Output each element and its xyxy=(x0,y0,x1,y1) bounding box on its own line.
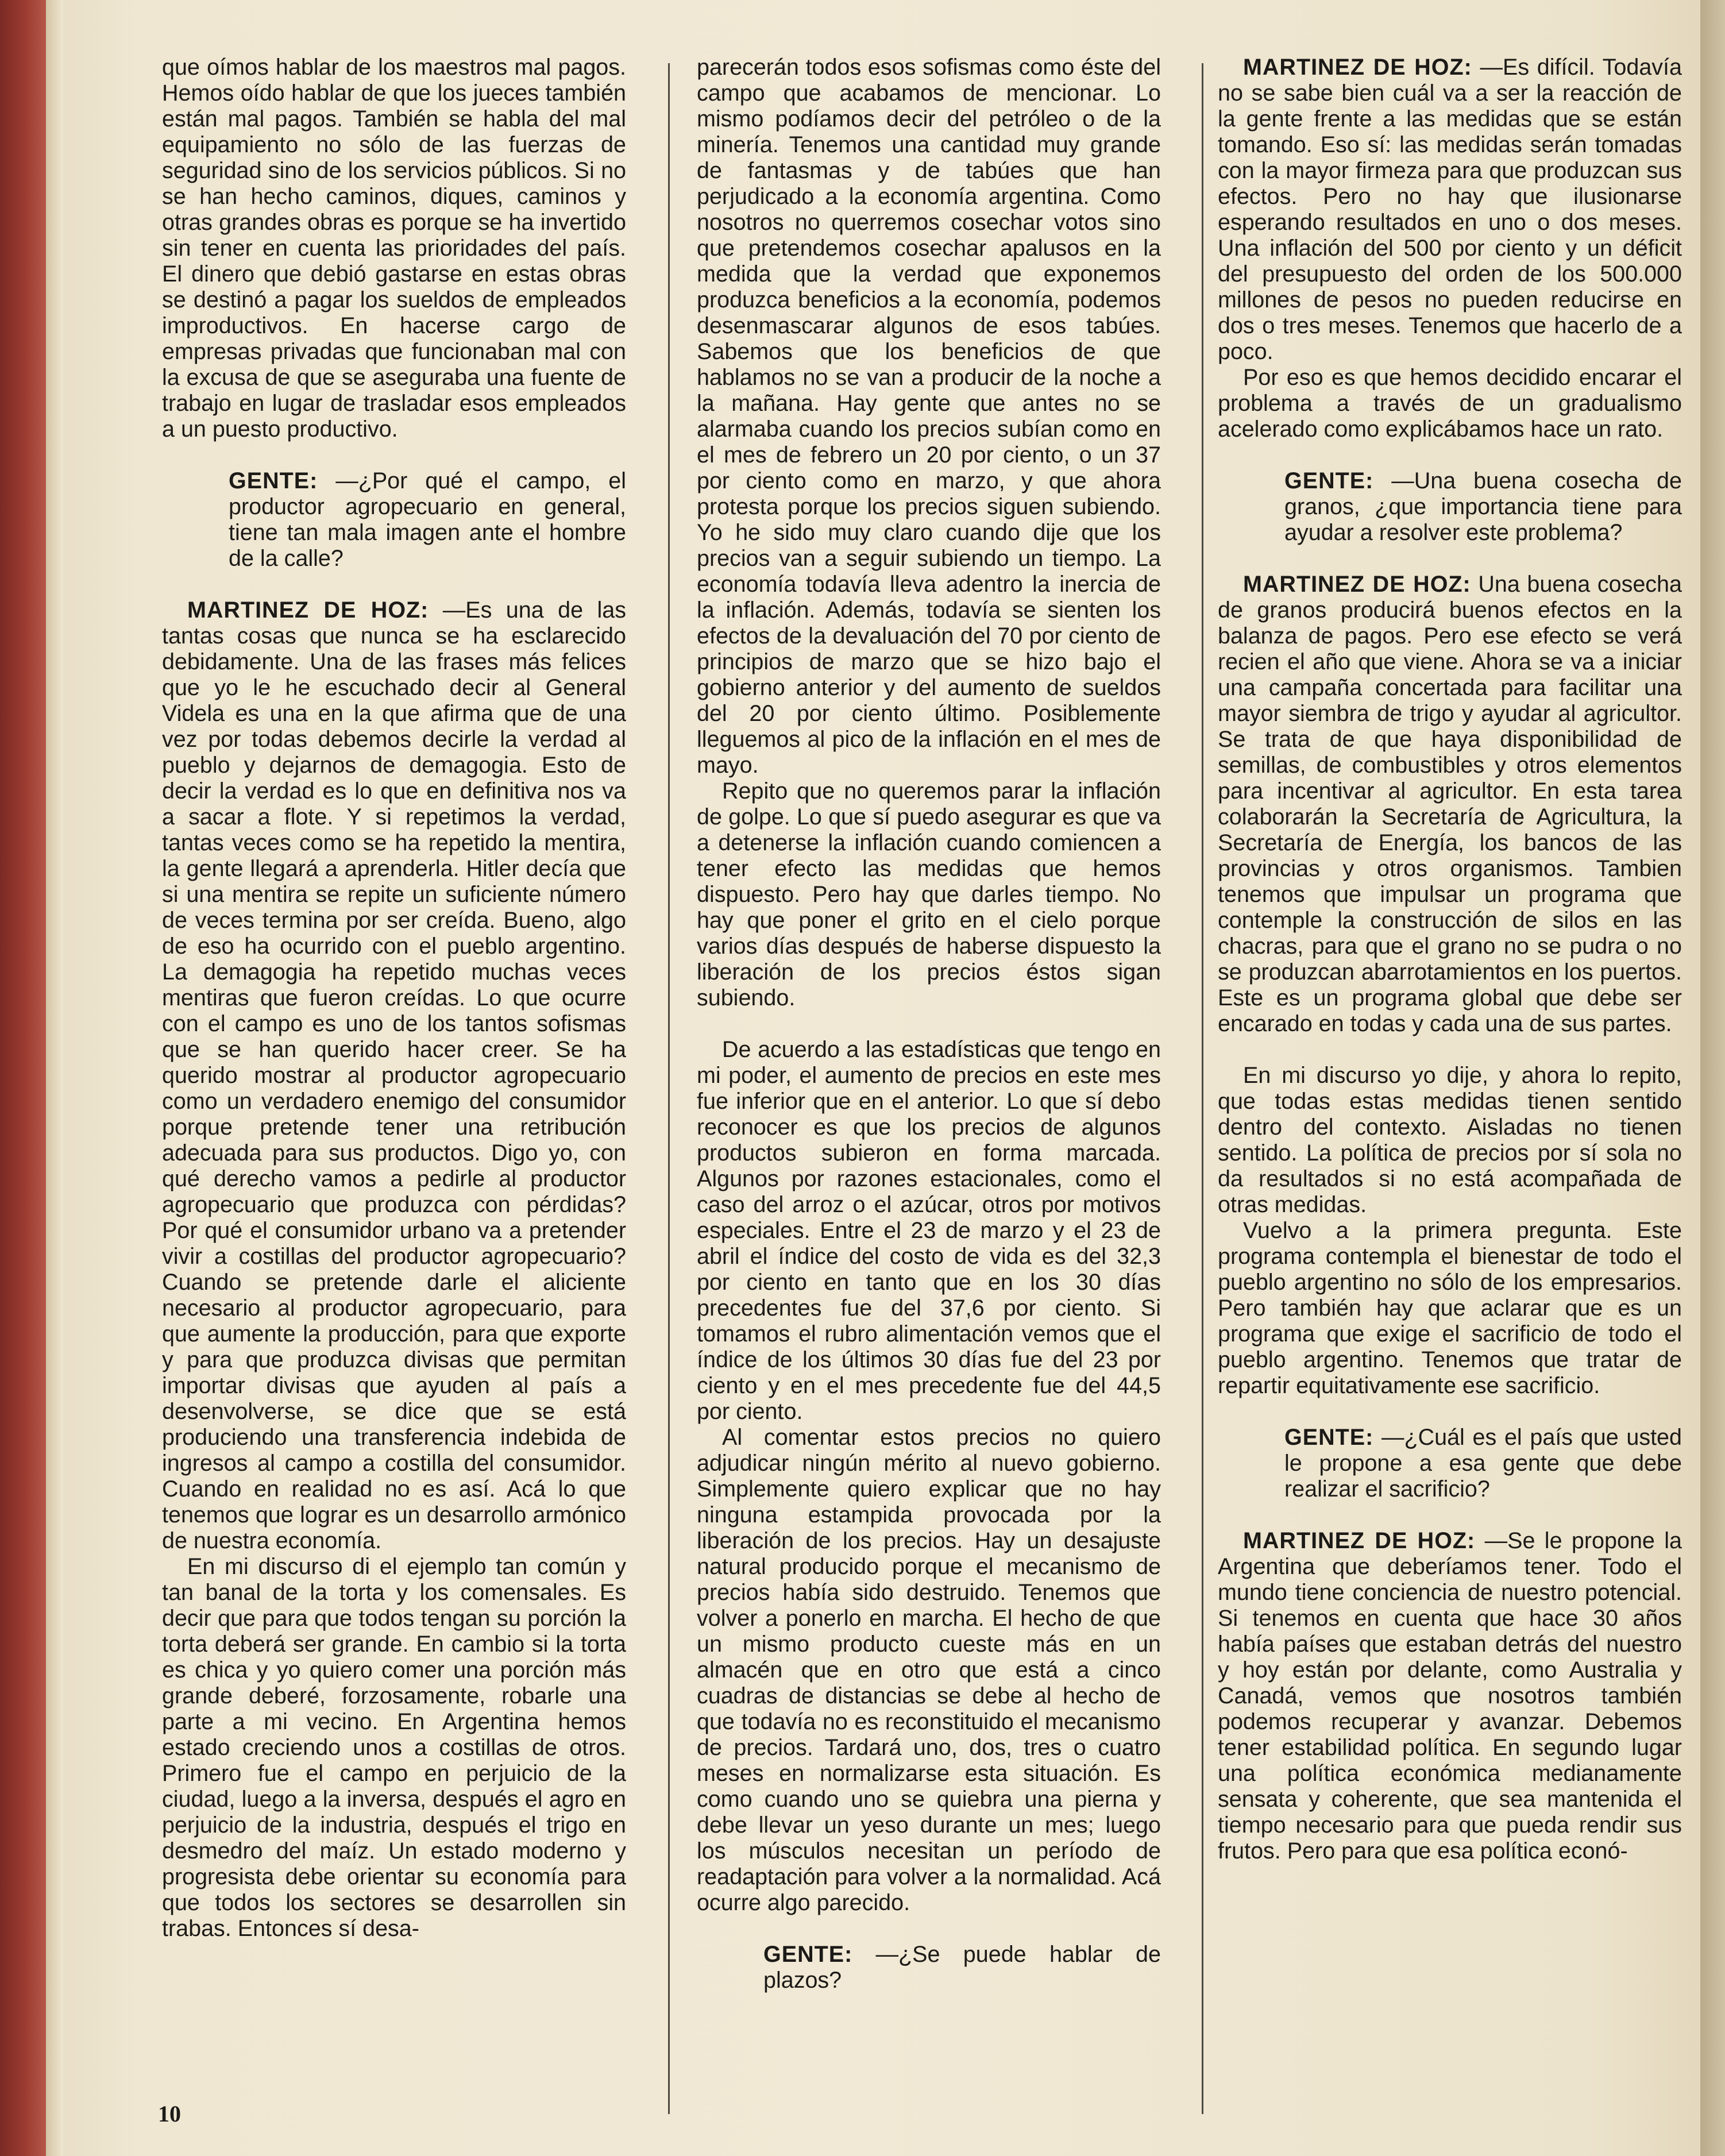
article-column-1 xyxy=(162,55,626,1942)
speaker-label: GENTE: xyxy=(763,1942,853,1967)
page-number: 10 xyxy=(158,2101,181,2127)
answer xyxy=(1218,572,1682,1037)
paragraph: Vuelvo a la primera pregunta. Este programa contempla el bienestar de todo el pueblo argentino no sólo de los empresarios. Pero también hay que aclarar que es un programa que exige el sacrificio de todo el pueblo argentino. Tenemos que tratar de repartir equitativamente ese sacrificio. xyxy=(1218,1218,1682,1398)
question xyxy=(1218,468,1682,546)
paragraph: parecerán todos esos sofismas como éste del campo que acabamos de mencionar. Lo mismo podíamos decir del petróleo o de la minería. Tenemos una cantidad muy grande de fantasmas y de tabúes que han perjudicado a la economía argentina. Como nosotros no querremos cosechar votos sino que pretendemos cosechar apalusos en la medida que la verdad que exponemos produzca beneficios a la economía, podemos desenmascarar algunos de esos tabúes. Sabemos que los beneficios de que hablamos no se van a producir de la noche a la mañana. Hay gente que antes no se alarmaba cuando los precios subían como en el mes de febrero un 20 por ciento, o un 37 por ciento como en marzo, y que ahora protesta porque los precios siguen subiendo. Yo he sido muy claro cuando dije que los precios van a seguir subiendo un tiempo. La economía todavía lleva adentro la inercia de la inflación. Además, todavía se sienten los efectos de la devaluación del 70 por ciento de principios de marzo que se hizo bajo el gobierno anterior y del aumento de sueldos del 20 por ciento último. Posiblemente lleguemos al pico de la inflación en el mes de mayo. xyxy=(697,55,1161,778)
article-column-3 xyxy=(1218,55,1682,1864)
speaker-label: MARTINEZ DE HOZ: xyxy=(1243,1528,1476,1553)
paragraph-text: —¿Cuál es el país que usted le propone a esa gente que debe realizar el sacrificio? xyxy=(1284,1425,1682,1502)
paragraph-text: —Una buena cosecha de granos, ¿que importancia tiene para ayudar a resolver este problema? xyxy=(1284,468,1682,545)
answer xyxy=(162,597,626,1554)
question xyxy=(162,468,626,572)
paragraph: Repito que no queremos parar la inflación de golpe. Lo que sí puedo asegurar es que va a detenerse la inflación cuando comiencen a tener efecto las medidas que hemos dispuesto. Pero hay que darles tiempo. No hay que poner el grito en el cielo porque varios días después de haberse dispuesto la liberación de los precios éstos sigan subiendo. xyxy=(697,778,1161,1010)
speaker-label: GENTE: xyxy=(229,468,318,493)
speaker-label: MARTINEZ DE HOZ: xyxy=(187,597,429,623)
paragraph-text: —Es una de las tantas cosas que nunca se ha esclarecido debidamente. Una de las frases más felices que yo le he escuchado decir al General Videla es una en la que afirma que de una vez por todas debemos decirle la verdad al pueblo y dejarnos de demagogia. Esto de decir la verdad es lo que en definitiva nos va a sacar a flote. Y si repetimos la verdad, tantas veces como se ha repetido la mentira, la gente llegará a aprenderla. Hitler decía que si una mentira se repite un suficiente número de veces termina por ser creída. Bueno, algo de eso ha ocurrido con el pueblo argentino. La demagogia ha repetido muchas veces mentiras que fueron creídas. Lo que ocurre con el campo es uno de los tantos sofismas que se han querido hacer creer. Se ha querido mostrar al productor agropecuario como un verdadero enemigo del consumidor porque pretende tener una retribución adecuada para sus productos. Digo yo, con qué derecho vamos a pedirle al productor agropecuario que produzca con pérdidas? Por qué el consumidor urbano va a pretender vivir a costillas del productor agropecuario? Cuando se pretende darle el aliciente necesario al productor agropecuario, para que aumente la producción, para que exporte y para que produzca divisas que permitan importar divisas que ayuden al país a desenvolverse, se dice que se está produciendo una transferencia indebida de ingresos al campo a costilla del consumidor. Cuando en realidad no es así. Acá lo que tenemos que lograr es un desarrollo armónico de nuestra economía. xyxy=(162,597,626,1553)
magazine-spine xyxy=(0,0,46,2156)
paragraph: que oímos hablar de los maestros mal pagos. Hemos oído hablar de que los jueces también están mal pagos. También se habla del mal equipamiento no sólo de las fuerzas de seguridad sino de los servicios públicos. Si no se han hecho caminos, diques, caminos y otras grandes obras es porque se ha invertido sin tener en cuenta las prioridades del país. El dinero que debió gastarse en estas obras se destinó a pagar los sueldos de empleados improductivos. En hacerse cargo de empresas privadas que funcionaban mal con la excusa de que se aseguraba una fuente de trabajo en lugar de trasladar esos empleados a un puesto productivo. xyxy=(162,55,626,442)
article-column-2 xyxy=(697,55,1161,1993)
question xyxy=(1218,1425,1682,1502)
answer xyxy=(1218,1528,1682,1864)
question xyxy=(697,1942,1161,1993)
page-right-edge xyxy=(1700,0,1725,2156)
paragraph-text: Una buena cosecha de granos producirá buenos efectos en la balanza de pagos. Pero ese efecto se verá recien el año que viene. Ahora se va a iniciar una campaña concertada para facilitar una mayor siembra de trigo y ayudar al agricultor. Se trata de que haya disponibilidad de semillas, de combustibles y otros elementos para incentivar al agricultor. En esta tarea colaborarán la Secretaría de Agricultura, la Secretaría de Energía, los bancos de las provincias y otros organismos. Tambien tenemos que impulsar un programa que contemple la construcción de silos en las chacras, para que el grano no se pudra o no se produzcan abarrotamientos en los puertos. Este es un programa global que debe ser encarado en todas y cada una de sus partes. xyxy=(1218,572,1682,1036)
paragraph: De acuerdo a las estadísticas que tengo en mi poder, el aumento de precios en este mes fue inferior que en el anterior. Lo que sí debo reconocer es que los precios de algunos productos subieron en forma marcada. Algunos por razones estacionales, como el caso del arroz o el azúcar, otros por motivos especiales. Entre el 23 de marzo y el 23 de abril el índice del costo de vida es del 32,3 por ciento en tanto que en los 30 días precedentes fue del 37,6 por ciento. Si tomamos el rubro alimentación vemos que el índice de los últimos 30 días fue del 23 por ciento y en el mes precedente fue del 44,5 por ciento. xyxy=(697,1037,1161,1424)
speaker-label: MARTINEZ DE HOZ: xyxy=(1243,572,1471,597)
column-rule xyxy=(668,63,670,2114)
speaker-label: GENTE: xyxy=(1284,1425,1374,1450)
speaker-label: GENTE: xyxy=(1284,468,1374,493)
answer xyxy=(1218,55,1682,365)
page-gutter xyxy=(46,0,63,2156)
column-rule xyxy=(1202,63,1203,2114)
paragraph-text: —Se le propone la Argentina que deberíamos tener. Todo el mundo tiene conciencia de nuestro potencial. Si tenemos en cuenta que hace 30 años había países que estaban detrás del nuestro y hoy están por delante, como Australia y Canadá, vemos que nosotros también podemos recuperar y avanzar. Debemos tener estabilidad política. En segundo lugar una política económica medianamente sensata y coherente, que sea mantenida el tiempo necesario para que pueda rendir sus frutos. Pero para que esa política econó- xyxy=(1218,1528,1682,1864)
paragraph-text: —¿Por qué el campo, el productor agropecuario en general, tiene tan mala imagen ante el hombre de la calle? xyxy=(229,468,626,571)
paragraph: Al comentar estos precios no quiero adjudicar ningún mérito al nuevo gobierno. Simplemente quiero explicar que no hay ninguna estampida provocada por la liberación de los precios. Hay un desajuste natural producido porque el mecanismo de precios había sido destruido. Tenemos que volver a ponerlo en marcha. El hecho de que un mismo producto cueste más en un almacén que en otro que está a cinco cuadras de distancias se debe al hecho de que todavía no es reconstituido el mecanismo de precios. Tardará uno, dos, tres o cuatro meses en normalizarse esta situación. Es como cuando uno se quiebra una pierna y debe llevar un yeso durante un mes; luego los músculos necesitan un período de readaptación para volver a la normalidad. Acá ocurre algo parecido. xyxy=(697,1425,1161,1915)
speaker-label: MARTINEZ DE HOZ: xyxy=(1243,55,1472,80)
paragraph: Por eso es que hemos decidido encarar el problema a través de un gradualismo acelerado como explicábamos hace un rato. xyxy=(1218,365,1682,442)
paragraph: En mi discurso di el ejemplo tan común y tan banal de la torta y los comensales. Es decir que para que todos tengan su porción la torta deberá ser grande. En cambio si la torta es chica y yo quiero comer una porción más grande deberé, forzosamente, robarle una parte a mi vecino. En Argentina hemos estado creciendo unos a costillas de otros. Primero fue el campo en perjuicio de la ciudad, luego a la inversa, después el agro en perjuicio de la industria, después el trigo en desmedro del maíz. Un estado moderno y progresista debe orientar su economía para que todos los sectores se desarrollen sin trabas. Entonces sí desa- xyxy=(162,1554,626,1941)
paragraph-text: —¿Se puede hablar de plazos? xyxy=(763,1942,1161,1993)
paragraph: En mi discurso yo dije, y ahora lo repito, que todas estas medidas tienen sentido dentro del contexto. Aisladas no tienen sentido. La política de precios por sí sola no da resultados si no está acompañada de otras medidas. xyxy=(1218,1063,1682,1217)
paragraph-text: —Es difícil. Todavía no se sabe bien cuál va a ser la reacción de la gente frente a las medidas que se están tomando. Eso sí: las medidas serán tomadas con la mayor firmeza para que produzcan sus efectos. Pero no hay que ilusionarse esperando resultados en uno o dos meses. Una inflación del 500 por ciento y un déficit del presupuesto del orden de los 500.000 millones de pesos no pueden reducirse en dos o tres meses. Tenemos que hacerlo de a poco. xyxy=(1218,55,1682,364)
